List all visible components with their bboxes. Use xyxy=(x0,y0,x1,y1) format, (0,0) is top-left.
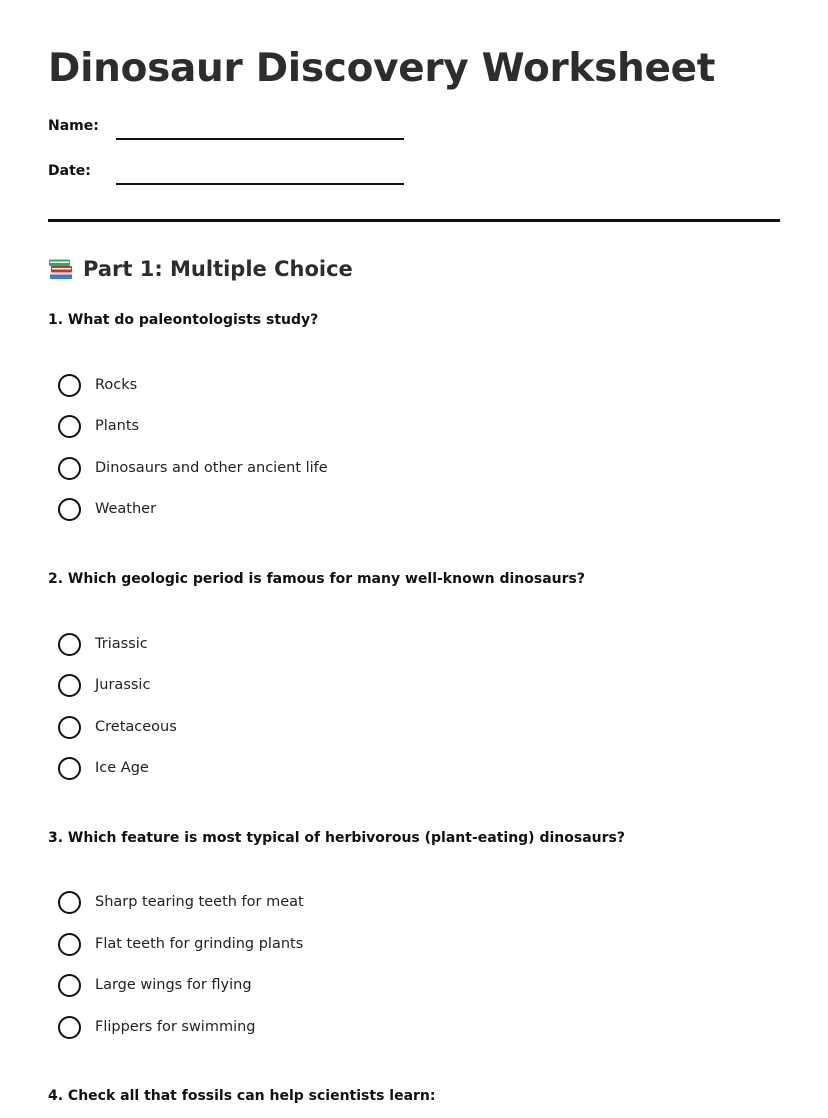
q1-option-2[interactable] xyxy=(58,413,139,439)
q2-option-2[interactable] xyxy=(58,672,150,698)
radio-button[interactable] xyxy=(58,374,81,397)
question-2: 2. Which geologic period is famous for many well-known dinosaurs? xyxy=(48,571,585,587)
header-divider xyxy=(48,219,780,222)
date-label: Date: xyxy=(48,163,91,179)
question-3: 3. Which feature is most typical of herbivorous (plant-eating) dinosaurs? xyxy=(48,830,625,846)
q3-option-1[interactable] xyxy=(58,889,304,915)
option-label: Flippers for swimming xyxy=(95,1019,256,1035)
date-field xyxy=(48,163,448,189)
option-label: Triassic xyxy=(95,636,148,652)
option-label: Cretaceous xyxy=(95,719,177,735)
name-field xyxy=(48,118,448,144)
q2-option-4[interactable] xyxy=(58,755,149,781)
radio-button[interactable] xyxy=(58,974,81,997)
section-heading-text: Part 1: Multiple Choice xyxy=(83,257,353,281)
option-label: Weather xyxy=(95,501,157,517)
question-4: 4. Check all that fossils can help scientists learn: xyxy=(48,1088,436,1104)
option-label: Flat teeth for grinding plants xyxy=(95,936,304,952)
option-label: Plants xyxy=(95,418,140,434)
q1-option-1[interactable] xyxy=(58,372,137,398)
option-label: Ice Age xyxy=(95,760,149,776)
radio-button[interactable] xyxy=(58,633,81,656)
option-label: Rocks xyxy=(95,377,138,393)
option-label: Jurassic xyxy=(95,677,151,693)
option-label: Sharp tearing teeth for meat xyxy=(95,894,304,910)
radio-button[interactable] xyxy=(58,757,81,780)
books-icon xyxy=(48,257,74,281)
date-input-line[interactable] xyxy=(116,183,404,185)
radio-button[interactable] xyxy=(58,415,81,438)
question-1: 1. What do paleontologists study? xyxy=(48,312,319,328)
radio-button[interactable] xyxy=(58,1016,81,1039)
q3-option-4[interactable] xyxy=(58,1014,256,1040)
name-label: Name: xyxy=(48,118,99,134)
q2-option-3[interactable] xyxy=(58,714,177,740)
option-label: Large wings for flying xyxy=(95,977,252,993)
radio-button[interactable] xyxy=(58,498,81,521)
section-heading-part1 xyxy=(48,257,353,281)
page-title: Dinosaur Discovery Worksheet xyxy=(48,46,716,91)
radio-button[interactable] xyxy=(58,933,81,956)
option-label: Dinosaurs and other ancient life xyxy=(95,460,328,476)
name-input-line[interactable] xyxy=(116,138,404,140)
q2-option-1[interactable] xyxy=(58,631,148,657)
radio-button[interactable] xyxy=(58,674,81,697)
radio-button[interactable] xyxy=(58,716,81,739)
q1-option-3[interactable] xyxy=(58,455,328,481)
q1-option-4[interactable] xyxy=(58,496,156,522)
q3-option-2[interactable] xyxy=(58,931,303,957)
radio-button[interactable] xyxy=(58,457,81,480)
q3-option-3[interactable] xyxy=(58,972,252,998)
radio-button[interactable] xyxy=(58,891,81,914)
